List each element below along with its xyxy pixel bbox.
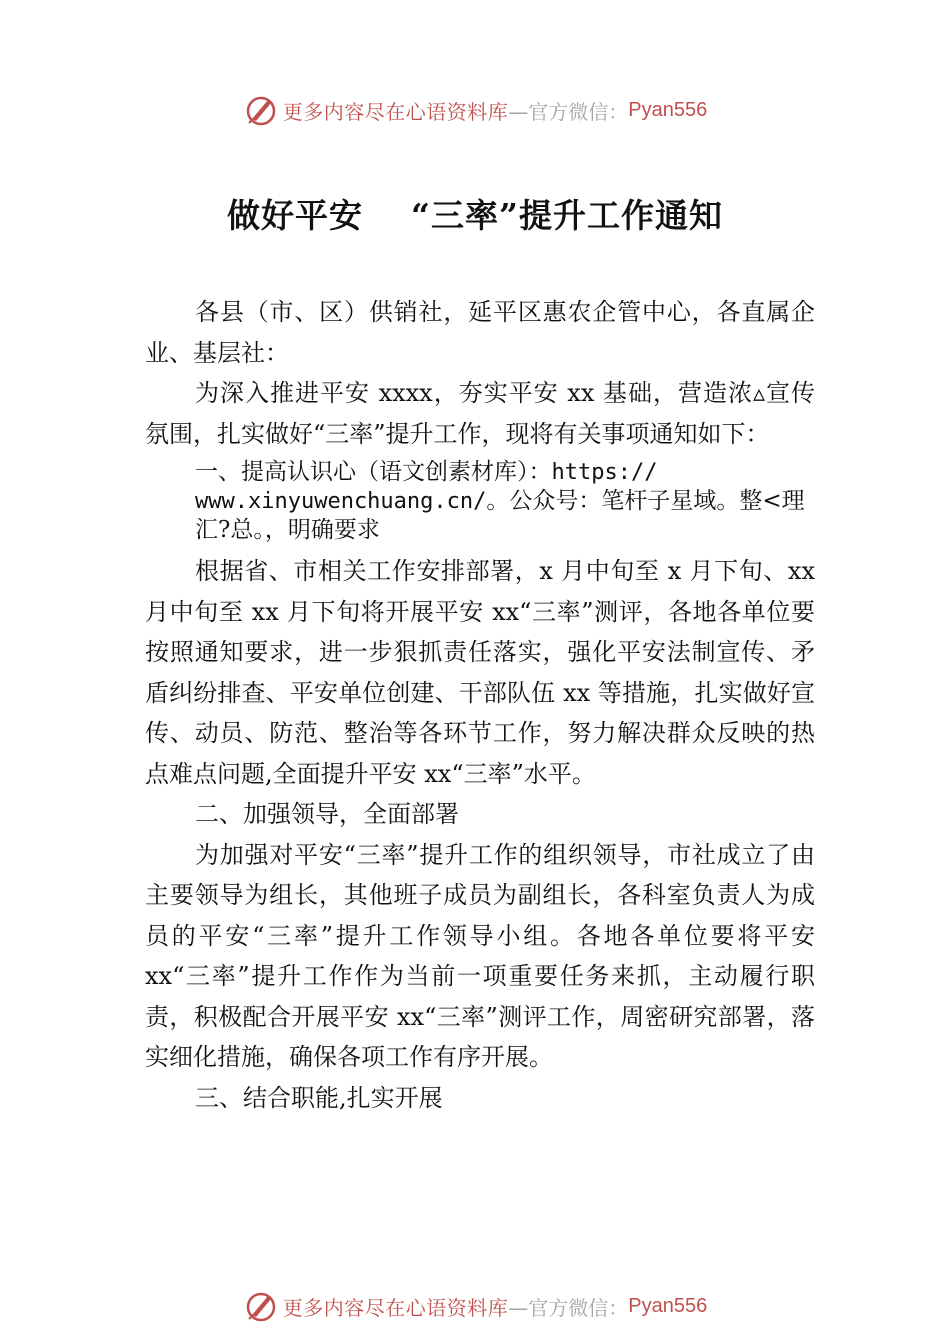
quill-pen-circle-icon [243,92,279,128]
watermark-left-text: 更多内容尽在心语资料库 [282,1295,509,1320]
title-part1: 做好平安 [227,196,364,235]
section1-paragraph: 根据省、市相关工作安排部署，x 月中旬至 x 月下旬、xx 月中旬至 xx 月下旬将开展平安 xx“三率”测评，各地各单位要按照通知要求，进一步狠抓责任落实，强化平安法制宣传、矛盾纠纷排查、平安单位创建、干部队伍 xx 等措施，扎实做好宣传、动员、防范、整治等各环节工作，努力解决群众反映的热点难点问题,全面提升平安 xx“三率”水平。 [145,557,815,788]
watermark-left-text: 更多内容尽在心语资料库 [282,99,509,124]
section1-prefix: 一、提高认识心（语文创素材库）： [195,459,552,485]
title-part2: “三率”提升工作通知 [411,196,723,235]
section3-heading: 三、结合职能,扎实开展 [195,1083,443,1112]
section1-line3: 汇?总。，明确要求 [195,517,380,543]
section2-heading: 二、加强领导，全面部署 [195,800,459,828]
watermark-wechat-id: Pyan556 [628,98,708,121]
section2-paragraph: 为加强对平安“三率”提升工作的组织领导，市社成立了由主要领导为组长，其他班子成员为副组长，各科室负责人为成员的平安“三率”提升工作领导小组。各地各单位要将平安 xx“三率”提升工作作为当前一项重要任务来抓，主动履行职责，积极配合开展平安 xx“三率”测评工作，周密研究部署，落实细化措施，确保各项工作有序开展。 [145,840,815,1071]
section1-url-b: www.xinyuwenchuang.cn/ [195,489,487,514]
intro-paragraph: 为深入推进平安 xxxx，夯实平安 xx 基础，营造浓▵宣传氛围，扎实做好“三率”提升工作，现将有关事项通知如下： [145,379,815,448]
document-body [145,292,815,1118]
quill-pen-circle-icon [243,1288,279,1324]
section1-heading [195,454,815,551]
watermark-footer [0,1288,950,1324]
watermark-mid-text: —官方微信： [508,99,629,124]
document-title [0,190,950,237]
watermark-header [0,92,950,128]
watermark-wechat-id: Pyan556 [628,1294,708,1317]
section1-after-url: 。公众号：笔杆子星域。整<理 [486,488,805,514]
section1-url-a: https:// [551,460,658,485]
salutation: 各县（市、区）供销社，延平区惠农企管中心，各直属企业、基层社： [145,298,815,367]
watermark-mid-text: —官方微信： [508,1295,629,1320]
